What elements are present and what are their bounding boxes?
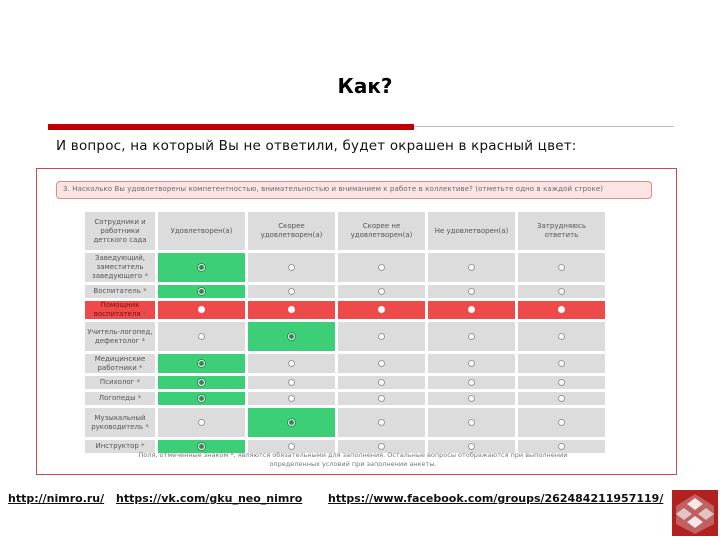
answer-cell[interactable]	[248, 301, 335, 319]
matrix-row	[85, 322, 605, 351]
row-label-text: Учитель-логопед, дефектолог	[87, 327, 153, 345]
answer-cell[interactable]	[518, 354, 605, 373]
column-header-unsatisfied: Не удовлетворен(а)	[428, 212, 515, 250]
footer-link-vk[interactable]: https://vk.com/gku_neo_nimro	[116, 492, 303, 505]
radio-button[interactable]	[198, 379, 205, 386]
answer-cell[interactable]	[428, 376, 515, 389]
answer-cell[interactable]	[518, 392, 605, 405]
radio-button[interactable]	[468, 306, 475, 313]
row-label-text: Помощник воспитателя	[93, 301, 141, 318]
radio-button[interactable]	[288, 306, 295, 313]
slide-title: Как?	[337, 74, 393, 98]
radio-button[interactable]	[468, 360, 475, 367]
answer-cell[interactable]	[338, 301, 425, 319]
required-fields-note: Поля, отмеченные знаком *, являются обязательными для заполнения. Остальные вопросы отображаются при выполнении определенных условий при заполнении анкеты.	[138, 451, 568, 468]
column-header-satisfied: Удовлетворен(а)	[158, 212, 245, 250]
title-rule-accent	[48, 124, 414, 130]
answer-cell[interactable]	[158, 376, 245, 389]
answer-cell[interactable]	[158, 285, 245, 298]
answer-cell[interactable]	[518, 253, 605, 282]
row-label	[85, 322, 155, 351]
answer-cell[interactable]	[248, 354, 335, 373]
organization-logo	[672, 490, 718, 536]
radio-button[interactable]	[558, 395, 565, 402]
row-label	[85, 376, 155, 389]
column-header-rather-unsatisfied: Скорее не удовлетворен(а)	[338, 212, 425, 250]
row-label-text: Логопеды	[98, 394, 136, 402]
answer-cell[interactable]	[158, 408, 245, 437]
radio-button[interactable]	[378, 333, 385, 340]
radio-button[interactable]	[468, 419, 475, 426]
radio-button[interactable]	[468, 288, 475, 295]
row-label	[85, 354, 155, 373]
answer-cell[interactable]	[428, 354, 515, 373]
answer-cell[interactable]	[158, 322, 245, 351]
radio-button[interactable]	[378, 379, 385, 386]
row-label-text: Музыкальный руководитель	[91, 413, 146, 431]
row-label	[85, 392, 155, 405]
radio-button[interactable]	[378, 443, 385, 450]
required-marker: *	[137, 394, 142, 402]
row-label-text: Заведующий, заместитель заведующего	[92, 254, 145, 280]
required-marker: *	[144, 272, 148, 280]
radio-button[interactable]	[198, 395, 205, 402]
radio-button[interactable]	[558, 360, 565, 367]
radio-button[interactable]	[378, 288, 385, 295]
required-marker: *	[143, 287, 147, 295]
footer-link-nimro[interactable]: http://nimro.ru/	[8, 492, 105, 505]
radio-button[interactable]	[198, 288, 205, 295]
answer-cell[interactable]	[158, 253, 245, 282]
row-label-text: Психолог	[99, 378, 135, 386]
radio-button[interactable]	[468, 379, 475, 386]
required-marker: *	[145, 422, 149, 431]
answer-cell[interactable]	[158, 354, 245, 373]
radio-button[interactable]	[288, 264, 295, 271]
matrix-row-unanswered	[85, 301, 605, 319]
radio-button[interactable]	[558, 333, 565, 340]
answer-cell[interactable]	[428, 253, 515, 282]
radio-button[interactable]	[198, 419, 205, 426]
radio-button[interactable]	[288, 360, 295, 367]
row-label-text: Инструктор	[95, 442, 139, 450]
row-label	[85, 253, 155, 282]
answer-cell[interactable]	[248, 322, 335, 351]
radio-button[interactable]	[288, 395, 295, 402]
radio-button[interactable]	[468, 443, 475, 450]
answer-cell[interactable]	[518, 376, 605, 389]
radio-button[interactable]	[468, 264, 475, 271]
radio-button[interactable]	[288, 333, 295, 340]
radio-button[interactable]	[558, 379, 565, 386]
row-label	[85, 285, 155, 298]
answer-cell[interactable]	[248, 408, 335, 437]
slide-caption: И вопрос, на который Вы не ответили, будет окрашен в красный цвет:	[56, 138, 577, 154]
radio-button[interactable]	[468, 395, 475, 402]
radio-button[interactable]	[558, 419, 565, 426]
column-header-hard-to-say: Затрудняюсь ответить	[518, 212, 605, 250]
radio-button[interactable]	[288, 379, 295, 386]
matrix-row	[85, 376, 605, 389]
answer-cell[interactable]	[338, 322, 425, 351]
row-label	[85, 408, 155, 437]
answer-cell[interactable]	[158, 301, 245, 319]
answer-cell[interactable]	[428, 322, 515, 351]
answer-cell[interactable]	[518, 285, 605, 298]
radio-button[interactable]	[558, 264, 565, 271]
radio-button[interactable]	[288, 419, 295, 426]
matrix-row	[85, 253, 605, 282]
answer-cell[interactable]	[338, 285, 425, 298]
radio-button[interactable]	[198, 443, 205, 450]
answer-cell[interactable]	[338, 376, 425, 389]
radio-button[interactable]	[558, 306, 565, 313]
radio-button[interactable]	[378, 419, 385, 426]
row-label-text: Воспитатель	[93, 287, 141, 295]
column-header-staff: Сотрудники и работники детского сада	[85, 212, 155, 250]
answer-cell[interactable]	[248, 376, 335, 389]
radio-button[interactable]	[198, 333, 205, 340]
answer-cell[interactable]	[428, 301, 515, 319]
answer-cell[interactable]	[248, 392, 335, 405]
matrix-row	[85, 285, 605, 298]
radio-button[interactable]	[378, 360, 385, 367]
matrix-row	[85, 354, 605, 373]
radio-button[interactable]	[198, 306, 205, 313]
radio-button[interactable]	[558, 443, 565, 450]
radio-button[interactable]	[378, 264, 385, 271]
question-text: 3. Насколько Вы удовлетворены компетентностью, внимательностью и вниманием к работе в коллективе? (отметьте одно в каждой строке)	[63, 185, 604, 193]
answer-cell[interactable]	[158, 392, 245, 405]
answer-cell[interactable]	[518, 301, 605, 319]
radio-button[interactable]	[468, 333, 475, 340]
answer-cell[interactable]	[428, 285, 515, 298]
matrix-row	[85, 408, 605, 437]
radio-button[interactable]	[288, 443, 295, 450]
required-marker: *	[141, 336, 146, 345]
grid-body	[85, 253, 605, 453]
answer-cell[interactable]	[248, 253, 335, 282]
survey-screenshot	[36, 168, 677, 475]
title-underline	[48, 124, 674, 130]
radio-button[interactable]	[198, 360, 205, 367]
answer-cell[interactable]	[338, 253, 425, 282]
answer-cell[interactable]	[338, 392, 425, 405]
radio-button[interactable]	[288, 288, 295, 295]
answer-cell[interactable]	[338, 354, 425, 373]
matrix-row	[85, 392, 605, 405]
answer-cell[interactable]	[338, 408, 425, 437]
answer-cell[interactable]	[428, 408, 515, 437]
required-marker: *	[136, 378, 141, 386]
required-marker: *	[139, 363, 143, 372]
grid-header-row	[85, 212, 605, 250]
column-header-rather-satisfied: Скорее удовлетворен(а)	[248, 212, 335, 250]
radio-button[interactable]	[198, 264, 205, 271]
radio-button[interactable]	[558, 288, 565, 295]
answer-cell[interactable]	[248, 285, 335, 298]
answer-cell[interactable]	[518, 322, 605, 351]
row-label-text: Медицинские работники	[94, 354, 146, 372]
question-box-error	[56, 181, 652, 199]
logo-icon	[672, 490, 718, 536]
required-marker: *	[141, 442, 145, 450]
matrix-question-grid	[82, 209, 608, 456]
radio-button[interactable]	[378, 306, 385, 313]
row-label	[85, 301, 155, 319]
footer-link-facebook[interactable]: https://www.facebook.com/groups/262484211957119/	[328, 492, 664, 505]
radio-button[interactable]	[378, 395, 385, 402]
answer-cell[interactable]	[518, 408, 605, 437]
required-marker: *	[142, 310, 147, 318]
answer-cell[interactable]	[428, 392, 515, 405]
